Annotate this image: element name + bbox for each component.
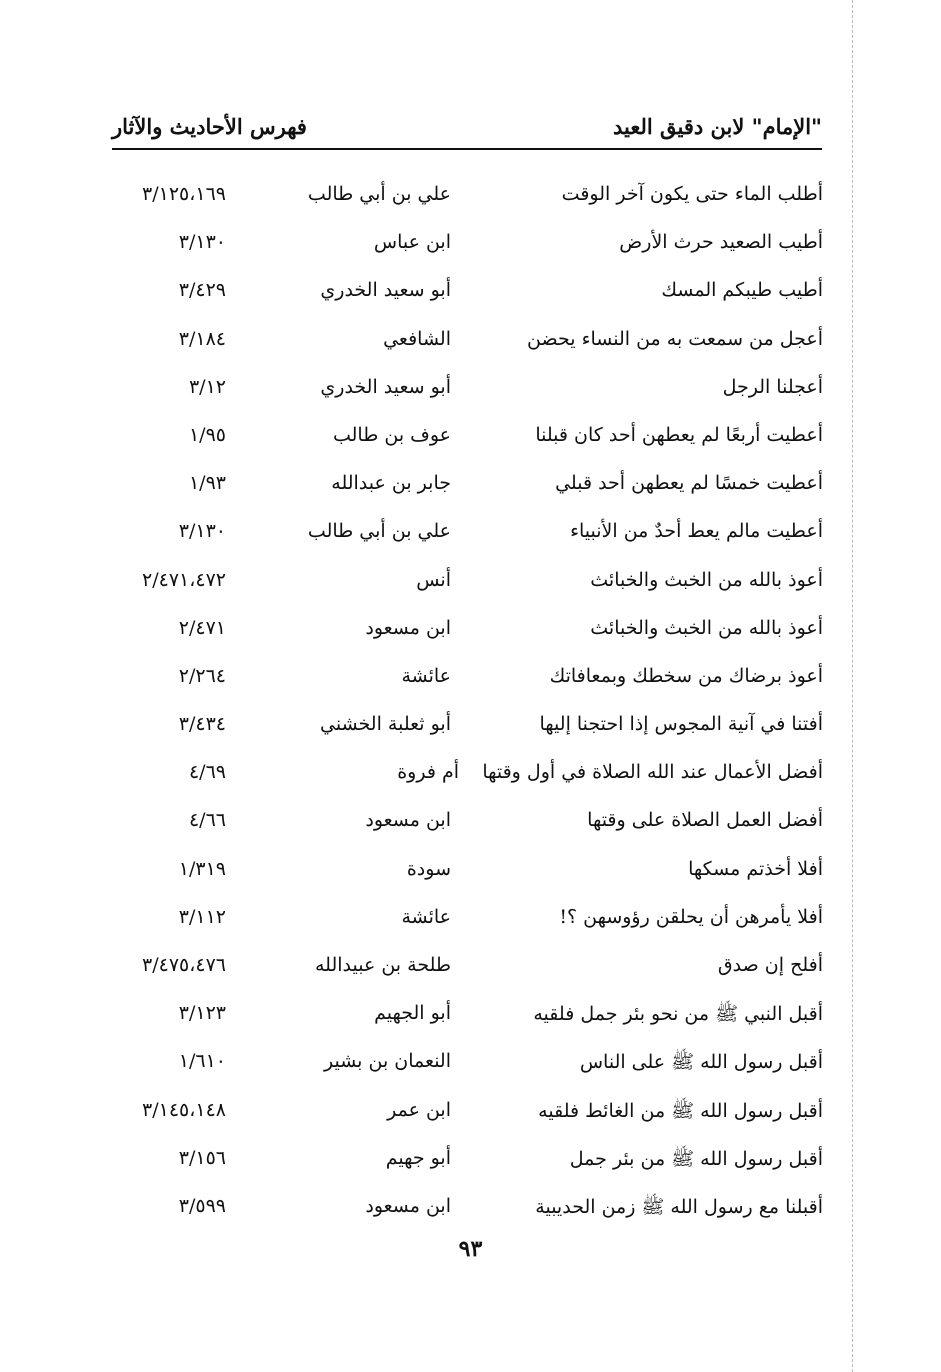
list-item (0, 996, 941, 1044)
header-book-title: "الإمام" لابن دقيق العيد (612, 114, 822, 139)
hadith-text: أطيب طيبكم المسك (661, 279, 823, 302)
narrator: علي بن أبي طالب (307, 183, 451, 205)
list-item (0, 418, 941, 466)
list-item (0, 611, 941, 659)
hadith-text: أفضل العمل الصلاة على وقتها (587, 809, 823, 832)
narrator: أبو سعيد الخدري (320, 279, 451, 302)
hadith-text: أقبل النبي ﷺ من نحو بئر جمل فلقيه (533, 1003, 823, 1026)
narrator: عائشة (401, 664, 451, 687)
hadith-text: أفلا يأمرهن أن يحلقن رؤوسهن ؟! (559, 905, 823, 928)
page-reference: ١/٩٣ (188, 472, 226, 495)
narrator: سودة (406, 857, 451, 880)
list-item (0, 273, 941, 321)
list-item (0, 900, 941, 948)
hadith-text: أقبل رسول الله ﷺ من الغائط فلقيه (538, 1099, 823, 1122)
hadith-text: أفلا أخذتم مسكها (688, 857, 823, 880)
page-reference: ٢/٤٧١ (178, 616, 226, 639)
page-reference: ٢/٤٧١،٤٧٢ (142, 568, 226, 591)
hadith-text: أعطيت أربعًا لم يعطهن أحد كان قبلنا (535, 423, 823, 446)
list-item (0, 1044, 941, 1092)
page-reference: ١/٩٥ (188, 423, 226, 446)
page-reference: ٣/٤٢٩ (178, 279, 226, 302)
list-item (0, 177, 941, 225)
narrator: عوف بن طالب (332, 423, 451, 446)
list-item (0, 948, 941, 996)
narrator: عائشة (401, 905, 451, 928)
narrator: ابن عمر (387, 1098, 451, 1121)
narrator: أبو الجهيم (374, 1002, 451, 1025)
hadith-text: أقبل رسول الله ﷺ من بئر جمل (569, 1147, 823, 1170)
list-item (0, 803, 941, 851)
hadith-text: أفلح إن صدق (717, 954, 823, 976)
narrator: أبو جهيم (385, 1146, 451, 1169)
list-item (0, 514, 941, 562)
page-reference: ٣/١٨٤ (178, 327, 226, 350)
hadith-text: أعجل من سمعت به من النساء يحضن (527, 327, 823, 350)
list-item (0, 370, 941, 418)
page-reference: ٢/٢٦٤ (178, 664, 226, 687)
narrator: أبو ثعلبة الخشني (320, 713, 451, 736)
hadith-text: أعطيت مالم يعط أحدٌ من الأنبياء (570, 520, 823, 543)
page-reference: ٤/٦٩ (188, 761, 226, 784)
narrator: علي بن أبي طالب (307, 520, 451, 543)
list-item (0, 1093, 941, 1141)
page-reference: ٣/١٣٠ (178, 231, 226, 254)
narrator: ابن مسعود (365, 1194, 451, 1217)
narrator: ابن مسعود (365, 809, 451, 832)
hadith-text: أعوذ بالله من الخبث والخبائث (590, 568, 823, 591)
page-number: ٩٣ (458, 1236, 483, 1262)
page-reference: ٣/٤٣٤ (178, 713, 226, 736)
page-reference: ٣/١٢ (188, 375, 226, 398)
page-reference: ١/٦١٠ (178, 1050, 226, 1073)
hadith-text: أطلب الماء حتى يكون آخر الوقت (561, 183, 823, 205)
page-reference: ٣/١٣٠ (178, 520, 226, 543)
hadith-text: أعوذ برضاك من سخطك وبمعافاتك (549, 664, 823, 687)
page-reference: ٣/١٥٦ (178, 1146, 226, 1169)
hadith-text: أعوذ بالله من الخبث والخبائث (590, 616, 823, 639)
page-reference: ١/٣١٩ (178, 857, 226, 880)
page-reference: ٤/٦٦ (188, 809, 226, 832)
page-reference: ٣/١٢٥،١٦٩ (142, 183, 226, 205)
hadith-text: أقبلنا مع رسول الله ﷺ زمن الحديبية (535, 1195, 823, 1218)
page-reference: ٣/١٤٥،١٤٨ (142, 1098, 226, 1121)
hadith-text: أقبل رسول الله ﷺ على الناس (579, 1051, 823, 1074)
narrator: الشافعي (383, 327, 451, 350)
running-header (112, 110, 822, 150)
narrator: أم فروة (397, 761, 459, 784)
narrator: طلحة بن عبيدالله (314, 954, 451, 976)
narrator: جابر بن عبدالله (331, 472, 451, 495)
hadith-text: أعطيت خمسًا لم يعطهن أحد قبلي (555, 472, 823, 495)
list-item (0, 755, 941, 803)
list-item (0, 225, 941, 273)
hadith-text: أطيب الصعيد حرث الأرض (619, 231, 823, 254)
page-reference: ٣/٥٩٩ (178, 1194, 226, 1217)
list-item (0, 707, 941, 755)
narrator: أنس (416, 568, 451, 591)
header-section-title: فهرس الأحاديث والآثار (112, 114, 307, 139)
list-item (0, 1141, 941, 1189)
narrator: أبو سعيد الخدري (320, 375, 451, 398)
page-reference: ٣/٤٧٥،٤٧٦ (142, 954, 226, 976)
list-item (0, 322, 941, 370)
list-item (0, 563, 941, 611)
page-reference: ٣/١٢٣ (178, 1002, 226, 1025)
list-item (0, 659, 941, 707)
page-reference: ٣/١١٢ (178, 905, 226, 928)
narrator: ابن عباس (373, 231, 451, 254)
narrator: ابن مسعود (365, 616, 451, 639)
list-item (0, 1189, 941, 1237)
hadith-text: أفضل الأعمال عند الله الصلاة في أول وقتها (482, 761, 823, 784)
hadith-index-list (0, 177, 941, 1237)
narrator: النعمان بن بشير (324, 1050, 451, 1073)
list-item (0, 466, 941, 514)
hadith-text: أفتنا في آنية المجوس إذا احتجنا إليها (539, 713, 823, 736)
list-item (0, 852, 941, 900)
hadith-text: أعجلنا الرجل (722, 375, 823, 398)
